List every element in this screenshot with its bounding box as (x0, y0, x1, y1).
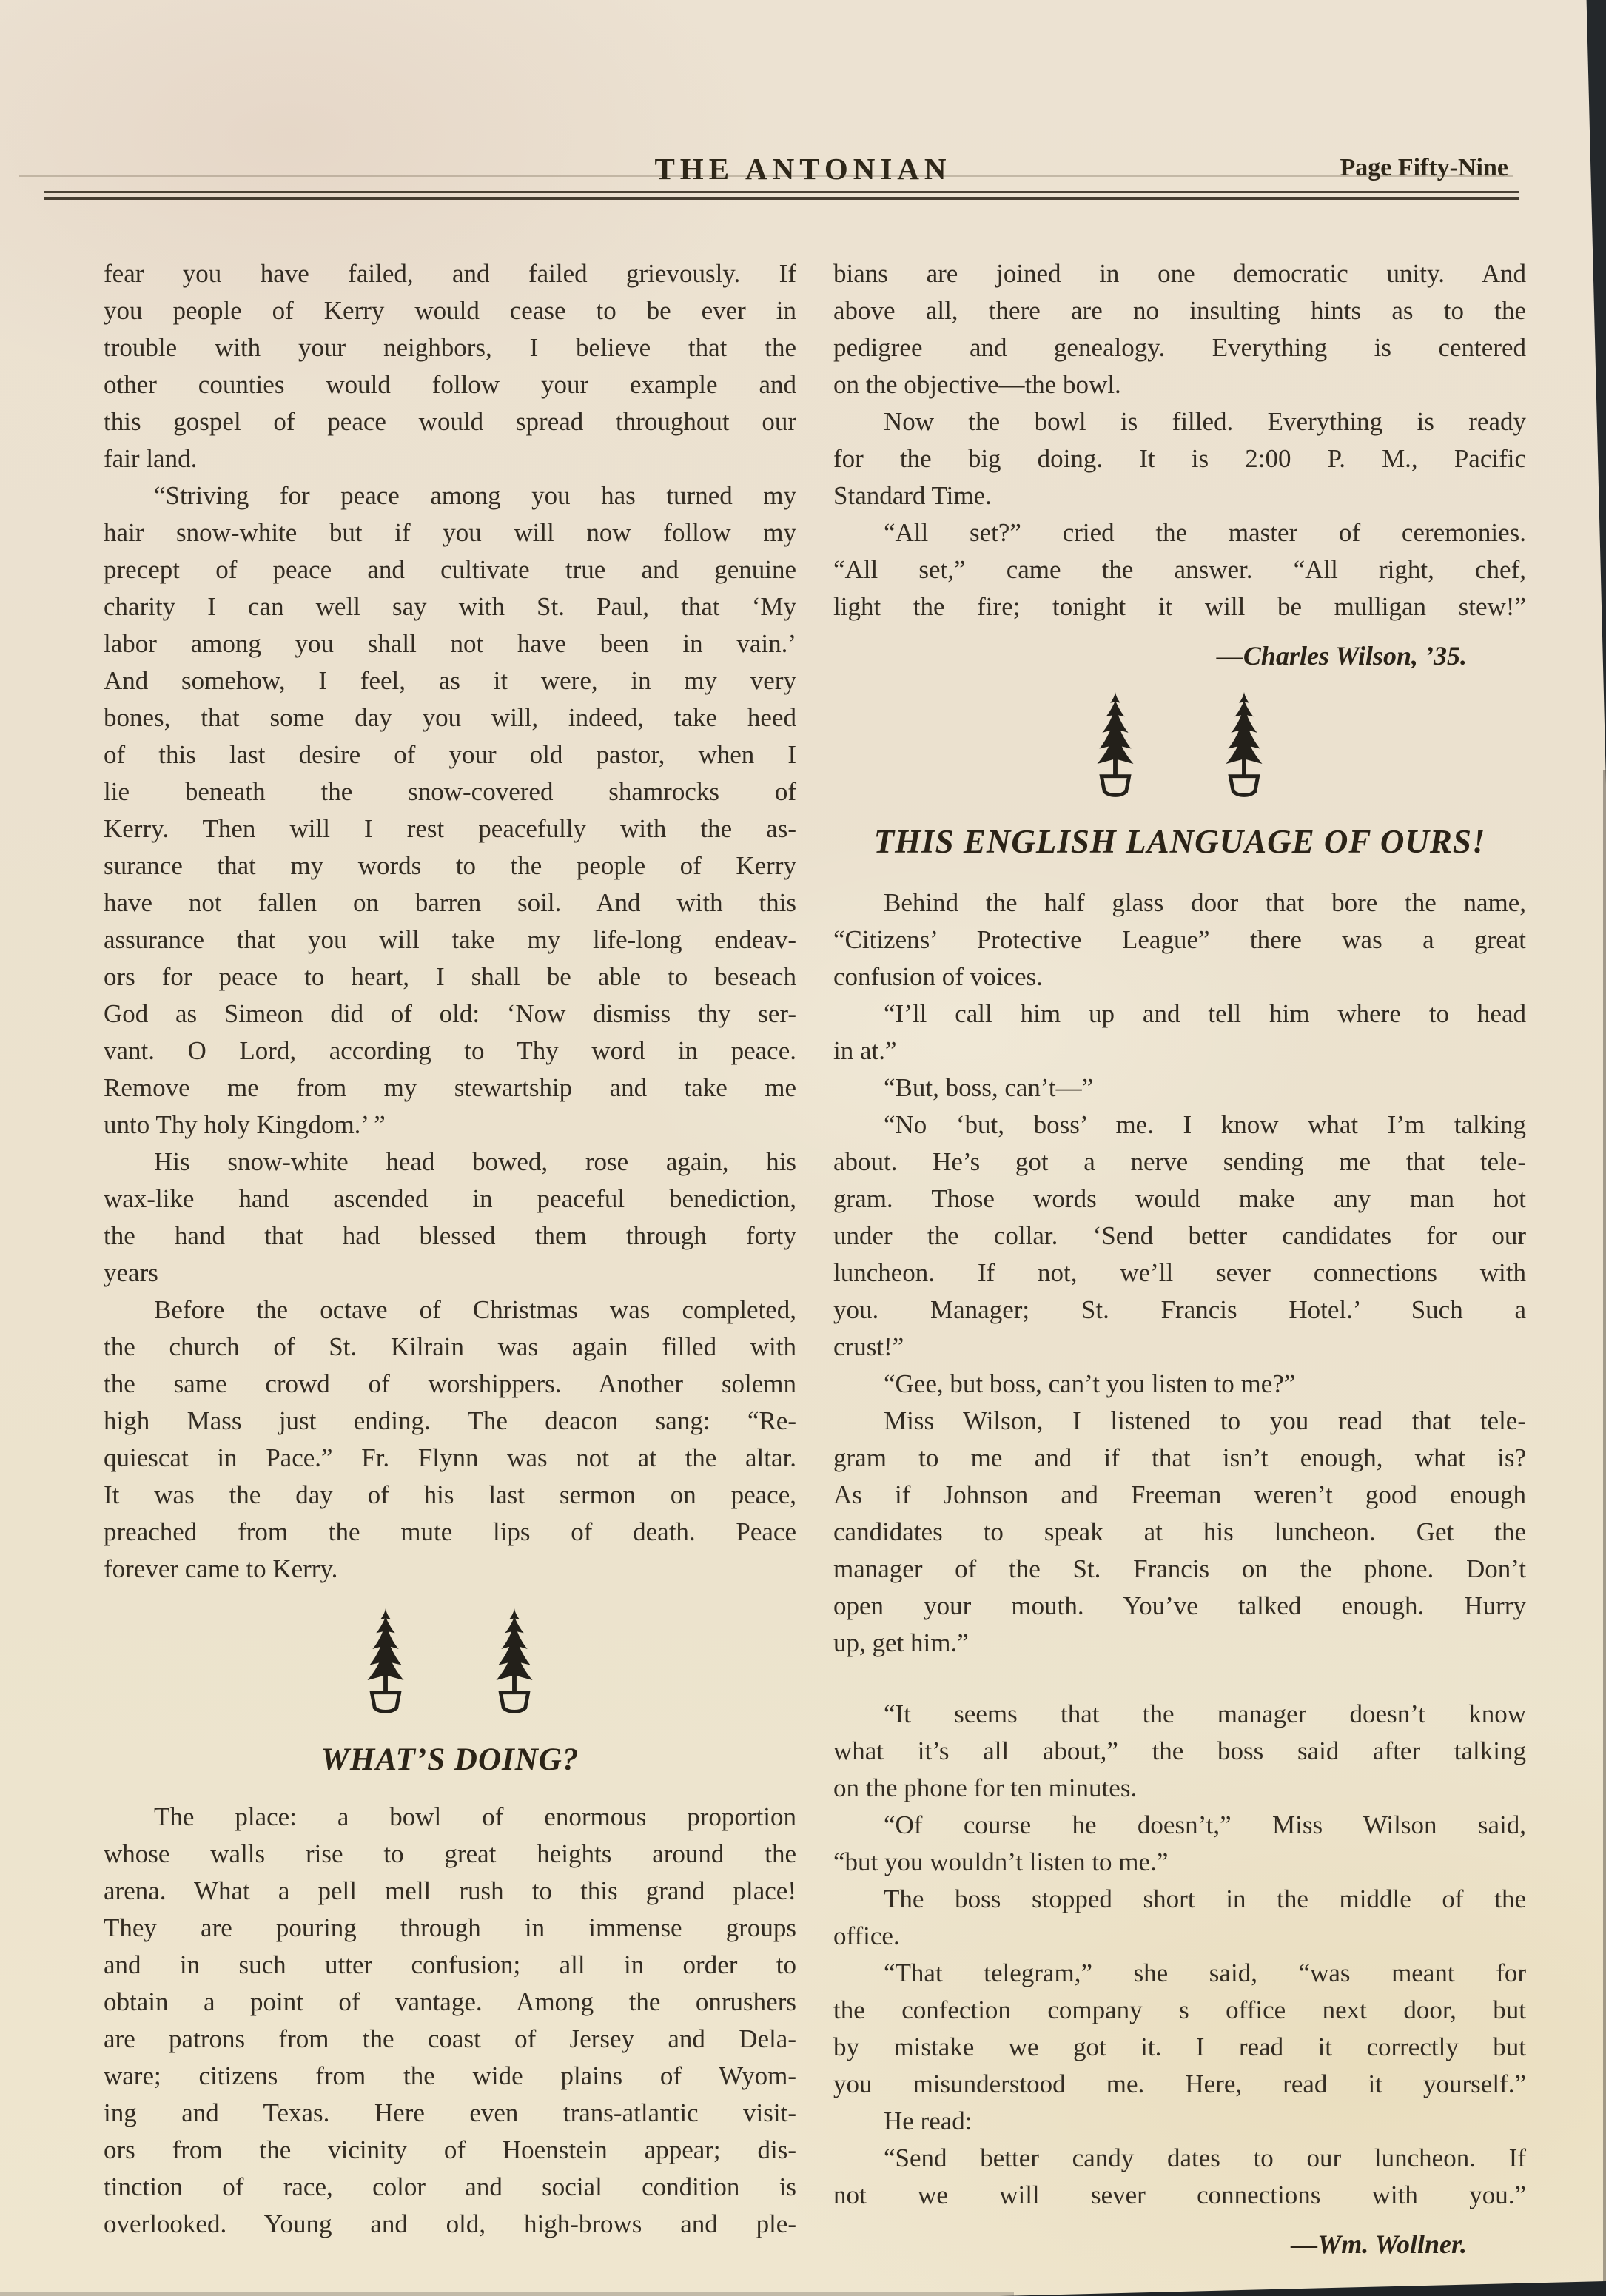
story-heading: WHAT’S DOING? (320, 1742, 579, 1777)
text-line: “Gee, but boss, can’t you listen to me?” (884, 1369, 1296, 1398)
text-line: by mistake we got it. I read it correctly but (833, 2033, 1526, 2061)
text-line: assurance that you will take my life-long endeav- (104, 925, 796, 954)
text-line: what it’s all about,” the boss said after talking (833, 1736, 1526, 1765)
text-line: As if Johnson and Freeman weren’t good enough (833, 1480, 1526, 1509)
text-line: His snow-white head bowed, rose again, his (154, 1147, 796, 1176)
paragraph (104, 255, 796, 477)
right-column (833, 255, 1526, 2260)
text-line: vant. O Lord, according to Thy word in peace. (104, 1036, 796, 1065)
pine-tree-icon (1218, 691, 1270, 803)
text-line: quiescat in Pace.” Fr. Flynn was not at the altar. (104, 1443, 796, 1472)
text-line: Remove me from my stewartship and take me (104, 1073, 796, 1102)
text-line: on the phone for ten minutes. (833, 1773, 1138, 1802)
text-line: ors from the vicinity of Hoenstein appear; dis- (104, 2135, 796, 2164)
byline-signature: —Charles Wilson, ’35. (1216, 641, 1467, 671)
masthead-double-rule-bottom (44, 197, 1519, 200)
ornament-trees (104, 1607, 796, 1719)
text-line: forever came to Kerry. (104, 1554, 338, 1583)
paragraph (833, 996, 1526, 1070)
text-line: preached from the mute lips of death. Peace (104, 1517, 796, 1546)
text-line: bians are joined in one democratic unity. And (833, 259, 1526, 288)
text-line: office. (833, 1921, 900, 1950)
text-line: “I’ll call him up and tell him where to head (884, 999, 1526, 1028)
text-line: “All set?” cried the master of ceremonies. (884, 518, 1526, 547)
story-heading: THIS ENGLISH LANGUAGE OF OURS! (873, 823, 1486, 860)
text-line: bones, that some day you will, indeed, take heed (104, 703, 796, 732)
text-line: ors for peace to heart, I shall be able to beseach (104, 962, 796, 991)
byline-signature: —Wm. Wollner. (1291, 2229, 1467, 2259)
text-line: They are pouring through in immense groups (104, 1913, 796, 1942)
text-line: Before the octave of Christmas was completed, (154, 1295, 796, 1324)
publication-title: THE ANTONIAN (654, 152, 952, 186)
text-line: under the collar. ‘Send better candidates for our (833, 1221, 1526, 1250)
paragraph (833, 1070, 1526, 1107)
text-line: the church of St. Kilrain was again filled with (104, 1332, 796, 1361)
paragraph (833, 1955, 1526, 2103)
text-line: on the objective—the bowl. (833, 370, 1121, 399)
scan-edge-right-thin (1603, 770, 1606, 2283)
text-line: of this last desire of your old pastor, when I (104, 740, 796, 769)
text-line: “Send better candy dates to our luncheon. If (884, 2144, 1526, 2172)
text-line: “But, boss, can’t—” (884, 1073, 1094, 1102)
text-line: “No ‘but, boss’ me. I know what I’m talking (884, 1110, 1526, 1139)
pine-tree-icon (488, 1607, 540, 1719)
two-column-text-area (104, 255, 1526, 2260)
text-line: the same crowd of worshippers. Another solemn (104, 1369, 796, 1398)
text-line: other counties would follow your example and (104, 370, 796, 399)
text-line: fear you have failed, and failed grievously. If (104, 259, 796, 288)
text-line: precept of peace and cultivate true and genuine (104, 555, 796, 584)
text-line: wax-like hand ascended in peaceful benediction, (104, 1184, 796, 1213)
paragraph (833, 2140, 1526, 2214)
text-line: ware; citizens from the wide plains of Wyom- (104, 2061, 796, 2090)
paragraph (833, 514, 1526, 625)
text-line: light the fire; tonight it will be mulligan stew!” (833, 592, 1526, 621)
text-line: high Mass just ending. The deacon sang: “Re- (104, 1406, 796, 1435)
text-line: crust!” (833, 1332, 904, 1361)
text-line: tinction of race, color and social condition is (104, 2172, 796, 2201)
masthead-double-rule-top (44, 191, 1519, 193)
masthead (0, 151, 1606, 195)
text-line: “Striving for peace among you has turned my (154, 481, 796, 510)
text-line: about. He’s got a nerve sending me that tele- (833, 1147, 1526, 1176)
text-line: for the big doing. It is 2:00 P. M., Pacific (833, 444, 1526, 473)
text-line: this gospel of peace would spread throughout our (104, 407, 796, 436)
paragraph (104, 1292, 796, 1588)
text-line: Kerry. Then will I rest peacefully with the as- (104, 814, 796, 843)
text-line: He read: (884, 2107, 972, 2135)
text-line: The boss stopped short in the middle of the (884, 1884, 1526, 1913)
paragraph (833, 1366, 1526, 1403)
text-line: are patrons from the coast of Jersey and Dela- (104, 2024, 796, 2053)
text-line: open your mouth. You’ve talked enough. Hurry (833, 1591, 1526, 1620)
text-line: trouble with your neighbors, I believe that the (104, 333, 796, 362)
text-line: Standard Time. (833, 481, 992, 510)
paragraph (833, 1807, 1526, 1881)
text-line: Behind the half glass door that bore the name, (884, 888, 1526, 917)
left-column (104, 255, 796, 2260)
text-line: you people of Kerry would cease to be ever in (104, 296, 796, 325)
paragraph (833, 885, 1526, 996)
text-line: Now the bowl is filled. Everything is ready (884, 407, 1526, 436)
paragraph (833, 1403, 1526, 1662)
text-line: manager of the St. Francis on the phone. Don’t (833, 1554, 1526, 1583)
paragraph (833, 2103, 1526, 2140)
text-line: in at.” (833, 1036, 897, 1065)
text-line: overlooked. Young and old, high-brows and ple- (104, 2209, 796, 2238)
text-line: candidates to speak at his luncheon. Get the (833, 1517, 1526, 1546)
text-line: whose walls rise to great heights around the (104, 1839, 796, 1868)
text-line: hair snow-white but if you will now follow my (104, 518, 796, 547)
text-line: labor among you shall not have been in vain.’ (104, 629, 796, 658)
text-line: “Citizens’ Protective League” there was a great (833, 925, 1526, 954)
scan-edge-right (1584, 0, 1606, 785)
text-line: and in such utter confusion; all in order to (104, 1950, 796, 1979)
text-line: you. Manager; St. Francis Hotel.’ Such a (833, 1295, 1526, 1324)
text-line: “It seems that the manager doesn’t know (884, 1699, 1526, 1728)
text-line: lie beneath the snow-covered shamrocks of (104, 777, 796, 806)
text-line: above all, there are no insulting hints as to the (833, 296, 1526, 325)
text-line: “That telegram,” she said, “was meant for (884, 1958, 1526, 1987)
text-line: not we will sever connections with you.” (833, 2181, 1526, 2209)
text-line: ing and Texas. Here even trans-atlantic visit- (104, 2098, 796, 2127)
paragraph (833, 403, 1526, 514)
paragraph (104, 477, 796, 1144)
text-line: “but you wouldn’t listen to me.” (833, 1847, 1169, 1876)
text-line: It was the day of his last sermon on peace, (104, 1480, 796, 1509)
text-line: the confection company s office next door, but (833, 1995, 1526, 2024)
scan-edge-bottom (999, 2281, 1606, 2296)
paragraph (104, 1799, 796, 2243)
text-line: Miss Wilson, I listened to you read that tele- (884, 1406, 1526, 1435)
text-line: “Of course he doesn’t,” Miss Wilson said, (884, 1810, 1526, 1839)
text-line: arena. What a pell mell rush to this grand place! (104, 1876, 796, 1905)
text-line: luncheon. If not, we’ll sever connections with (833, 1258, 1526, 1287)
text-line: years (104, 1258, 158, 1287)
text-line: unto Thy holy Kingdom.’ ” (104, 1110, 386, 1139)
page-number-label: Page Fifty-Nine (1340, 154, 1508, 181)
text-line: And somehow, I feel, as it were, in my very (104, 666, 796, 695)
text-line: you misunderstood me. Here, read it yourself.” (833, 2070, 1526, 2098)
text-line: surance that my words to the people of Kerry (104, 851, 796, 880)
paragraph (104, 1144, 796, 1292)
text-line: gram to me and if that isn’t enough, what is? (833, 1443, 1526, 1472)
text-line: The place: a bowl of enormous proportion (154, 1802, 796, 1831)
text-line: confusion of voices. (833, 962, 1043, 991)
text-line: fair land. (104, 444, 198, 473)
text-line: pedigree and genealogy. Everything is centered (833, 333, 1526, 362)
text-line: “All set,” came the answer. “All right, chef, (833, 555, 1526, 584)
text-line: God as Simeon did of old: ‘Now dismiss thy ser- (104, 999, 796, 1028)
paragraph (833, 1696, 1526, 1807)
text-line: have not fallen on barren soil. And with this (104, 888, 796, 917)
ornament-trees (833, 691, 1526, 803)
text-line: the hand that had blessed them through forty (104, 1221, 796, 1250)
text-line: charity I can well say with St. Paul, that ‘My (104, 592, 796, 621)
text-line: up, get him.” (833, 1628, 969, 1657)
pine-tree-icon (360, 1607, 411, 1719)
paragraph (833, 1881, 1526, 1955)
text-line: gram. Those words would make any man hot (833, 1184, 1526, 1213)
scan-edge-bottom-left (0, 2292, 1014, 2296)
text-line: obtain a point of vantage. Among the onrushers (104, 1987, 796, 2016)
paragraph (833, 255, 1526, 403)
pine-tree-icon (1089, 691, 1141, 803)
paragraph (833, 1107, 1526, 1366)
